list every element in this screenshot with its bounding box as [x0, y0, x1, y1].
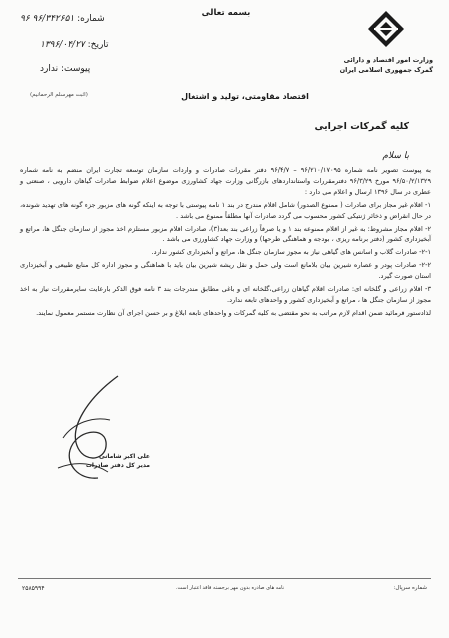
number-label: شماره: [77, 14, 105, 24]
attachment-row [40, 64, 90, 74]
body-paragraph: لذادستور فرمائید ضمن اقدام لازم مراتب به نحو مقتضی به کلیه گمرکات و واحدهای تابعه ابلاغ و بر حسن اجرای آن نظارت مستمر معمول نمایند. [36, 308, 431, 317]
number-value: ۹۶/۳۴۲۶۵۱ [32, 14, 75, 24]
date-value: ۱۳۹۶/۰۴/۲۷ [40, 40, 85, 50]
ministry-line: وزارت امور اقتصاد و دارائی [343, 56, 433, 64]
body-paragraph: ۲- اقلام مجاز مشروط: به غیر از اقلام ممنوعه بند ۱ و یا صرفاً زراعی بند بعد(۳)، صادرات اقلام مزبور مستلزم اخذ مجوز از سازمان جنگل ها، مراتع و آبخیزداری کشور (دفتر برنامه ریزی ، بودجه و هماهنگی طرحها) و وزارت جهاد کشاورزی می باشد . [20, 224, 431, 244]
addressee: کلیه گمرکات اجرایی [314, 121, 409, 132]
signatory-name: علی اکبر شامانی [99, 453, 150, 460]
body-paragraph: ۱- اقلام غیر مجاز برای صادرات ( ممنوع الصدور) شامل اقلام مندرج در بند ۱ نامه پیوستی با توجه به اینکه گونه های مزبور جزء گونه های تهدید شونده، در حال انقراض و ذخائر ژنتیکی کشور محسوب می گردد صادرات آنها مطلقاً ممنوع می باشد . [20, 200, 431, 220]
footer-divider [18, 578, 431, 579]
attachment-label: پیوست: [60, 64, 91, 74]
seal-note: (اثبت مهرسلم الرحمانیم) [30, 92, 88, 98]
date-label: تاریخ: [87, 40, 109, 50]
body-paragraph: ۲-۱- صادرات گلاب و اسانس های گیاهی نیاز به مجوز سازمان جنگل ها، مراتع و آبخیزداری کشور ندارد. [151, 248, 431, 257]
letter-date-row [40, 40, 109, 50]
signatory-block [60, 452, 150, 470]
body-paragraph: ۳- اقلام زراعی و گلخانه ای: صادرات اقلام گیاهان زراعی،گلخانه ای و باغی مطابق مندرجات بند ۳ نامه فوق الذکر بارعایت سایرمقررات نیاز به اخذ مجوز از سازمان جنگل ها ، مراتع و آبخیزداری کشور و واحدهای تابعه ندارد. [20, 285, 431, 304]
greeting: با سلام [382, 151, 409, 161]
customs-logo [367, 10, 405, 48]
handwritten-signature [48, 368, 138, 488]
letter-body [20, 165, 431, 321]
body-paragraph: به پیوست تصویر نامه شماره ۹۶/۲۱۰/۱۷۰۹۵ – ۹۶/۴/۷ دفتر مقررات صادرات و واردات سازمان توسعه تجارت ایران منضم به نامه شماره ۹۶/۵۰/۲/۱۳۲۹ مورخ ۹۶/۳/۲۹ دفترمقررات واستانداردهای بازرگانی وزارت جهاد کشاورزی موضوع اعلام ضوابط صادرات گیاهان دارویی ، صنعتی و عطری در سال ۱۳۹۶ ارسال و اعلام می دارد : [20, 166, 431, 196]
number-handwritten-prefix: ۹۶ [20, 14, 30, 24]
ministry-name [323, 55, 433, 75]
footer-phone-label: شماره سرپال: [393, 585, 427, 591]
signatory-title: مدیر کل دفتر صادرات [85, 462, 150, 469]
attachment-value: ندارد [40, 64, 59, 74]
slogan: اقتصاد مقاومتی، تولید و اشتغال [181, 92, 309, 101]
body-paragraph: ۲-۲- صادرات پودر و عصاره شیرین بیان بلامانع است ولی حمل و نقل ریشه شیرین بیان باید با هماهنگی و مجوز اداره کل منابع طبیعی و آبخیزداری استان صورت گیرد. [20, 261, 431, 281]
footer-note: نامه های صادره بدون مهر برجسته فاقد اعتبار است. [175, 585, 285, 591]
basmala-heading: بسمه تعالی [201, 8, 251, 18]
ministry-line: گمرک جمهوری اسلامی ایران [339, 66, 433, 74]
letter-number-row [20, 14, 105, 24]
footer-code: ۲۵۸۵۹۹۴ [22, 585, 45, 592]
